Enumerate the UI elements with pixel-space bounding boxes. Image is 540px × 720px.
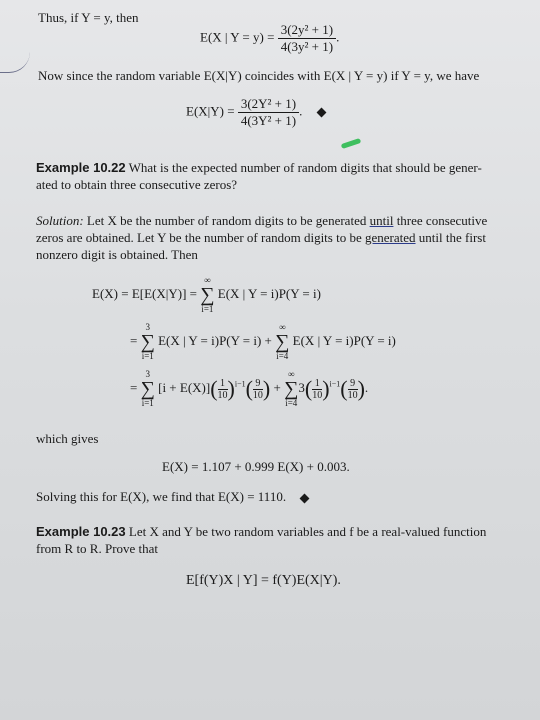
- eq1-numerator: 3(2y² + 1): [280, 22, 334, 37]
- equation-2: [186, 96, 325, 129]
- fraction-1-10: [218, 378, 228, 401]
- sum-upper: 3: [145, 369, 150, 379]
- underlined-word: until: [369, 213, 394, 228]
- sum-upper: ∞: [288, 369, 295, 379]
- example-23-line-1: [36, 524, 486, 540]
- fraction-9-10: [253, 378, 263, 401]
- sum-symbol: [284, 370, 298, 408]
- text-line: Now since the random variable E(X|Y) coincides with E(X | Y = y) if Y = y, we have: [38, 68, 480, 83]
- sum-lower: i=1: [141, 351, 154, 361]
- sum-upper: ∞: [204, 275, 211, 285]
- solving-line: [36, 489, 308, 505]
- text-span: Solving this for E(X), we find that E(X) = 1110.: [36, 489, 287, 504]
- sum-lower: i=4: [276, 351, 289, 361]
- text-line: Thus, if Y = y, then: [38, 10, 139, 25]
- sum-lower: i=1: [201, 304, 214, 314]
- example-23-label: Example 10.23: [36, 524, 126, 539]
- equation-7: E[f(Y)X | Y] = f(Y)E(X|Y).: [186, 573, 341, 588]
- fraction-numerator: 9: [255, 377, 261, 389]
- fraction-denominator: 10: [252, 389, 263, 401]
- eq2-fraction: [238, 96, 299, 129]
- eq2-lhs: E(X|Y) =: [186, 103, 235, 119]
- sigma-icon: ∑: [140, 378, 155, 400]
- example-23-text: Let X and Y be two random variables and f be a real-valued function: [128, 524, 487, 539]
- paren: (: [304, 376, 313, 401]
- sum-symbol: [200, 276, 214, 314]
- eq4-term-2: E(X | Y = i)P(Y = i): [292, 332, 396, 348]
- text-line: ated to obtain three consecutive zeros?: [36, 177, 238, 192]
- paren: (: [210, 376, 218, 401]
- eq2-numerator: 3(2Y² + 1): [240, 96, 297, 111]
- eq5-bracket: [i + E(X)]: [158, 379, 211, 395]
- sigma-icon: ∑: [140, 331, 155, 353]
- fraction-numerator: 1: [314, 377, 320, 389]
- eq4-term-1: E(X | Y = i)P(Y = i) +: [158, 332, 272, 348]
- solution-label: Solution:: [36, 213, 84, 228]
- text-line: which gives: [36, 431, 99, 446]
- fraction-denominator: 10: [312, 389, 323, 401]
- exponent: i−1: [329, 379, 341, 389]
- sum-symbol: [141, 323, 155, 361]
- eq1-denominator: 4(3y² + 1): [278, 38, 336, 55]
- sum-symbol: [275, 323, 289, 361]
- example-22-text: What is the expected number of random digits that should be gener-: [128, 160, 482, 175]
- pen-scribble: [0, 52, 30, 73]
- text-span: until the first: [415, 230, 486, 245]
- example-22-line-1: [36, 160, 482, 176]
- underlined-word: generated: [365, 230, 416, 245]
- equation-3: [92, 276, 321, 314]
- equals-sign: =: [130, 332, 138, 348]
- eq3-lhs: E(X) = E[E(X|Y)] =: [92, 285, 197, 301]
- text-span: three consecutive: [393, 213, 488, 228]
- sum-lower: i=4: [285, 398, 298, 408]
- equals-sign: =: [130, 379, 138, 395]
- text-line: from R to R. Prove that: [36, 541, 159, 556]
- eq1-fraction: [278, 22, 336, 55]
- period: .: [364, 379, 369, 395]
- solution-line-2: [36, 230, 486, 246]
- fraction-numerator: 1: [220, 377, 226, 389]
- example-22-label: Example 10.22: [36, 160, 126, 175]
- fraction-9-10: [348, 378, 358, 401]
- fraction-denominator: 10: [347, 389, 358, 401]
- equation-5: [130, 370, 368, 408]
- fraction-1-10: [312, 378, 322, 401]
- paren: ): [262, 376, 271, 401]
- solution-line-1: [36, 213, 487, 229]
- period: .: [336, 29, 340, 45]
- paren: (: [245, 376, 253, 401]
- eq3-rhs: E(X | Y = i)P(Y = i): [217, 285, 321, 301]
- eq2-denominator: 4(3Y² + 1): [238, 112, 299, 129]
- equation-1: [200, 22, 339, 55]
- exponent: i−1: [234, 379, 246, 389]
- end-of-proof-diamond-icon: [316, 108, 326, 118]
- sigma-icon: ∑: [200, 284, 215, 306]
- coefficient: 3: [298, 379, 305, 395]
- equation-6: E(X) = 1.107 + 0.999 E(X) + 0.003.: [162, 459, 350, 474]
- paren: ): [227, 376, 235, 401]
- sum-upper: 3: [145, 322, 150, 332]
- text-line: nonzero digit is obtained. Then: [36, 247, 198, 262]
- equation-4: [130, 323, 396, 361]
- sum-upper: ∞: [279, 322, 286, 332]
- period: .: [299, 103, 303, 119]
- fraction-numerator: 9: [350, 377, 356, 389]
- sum-lower: i=1: [141, 398, 154, 408]
- text-span: zeros are obtained. Let Y be the number of random digits to be: [36, 230, 365, 245]
- sigma-icon: ∑: [275, 331, 290, 353]
- plus-sign: +: [273, 379, 281, 395]
- sum-symbol: [141, 370, 155, 408]
- paren: (: [340, 376, 348, 401]
- text-span: Let X be the number of random digits to be generated: [86, 213, 370, 228]
- paren: ): [322, 376, 330, 401]
- fraction-denominator: 10: [217, 389, 228, 401]
- green-highlight-mark: [341, 138, 362, 149]
- sigma-icon: ∑: [284, 378, 299, 400]
- eq1-lhs: E(X | Y = y) =: [200, 29, 275, 45]
- paren: ): [357, 376, 365, 401]
- end-of-proof-diamond-icon: [300, 493, 310, 503]
